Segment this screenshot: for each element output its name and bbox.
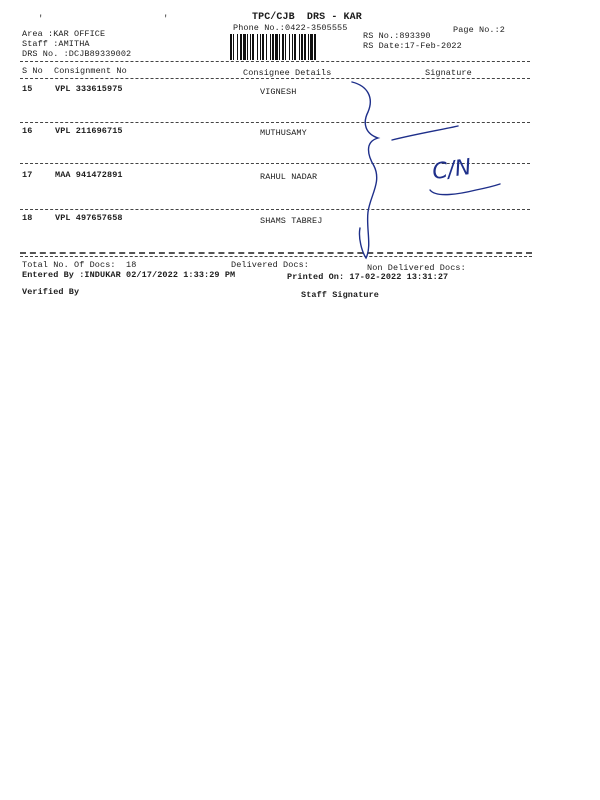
- barcode-bar: [237, 34, 238, 60]
- row-consignee: RAHUL NADAR: [260, 172, 318, 182]
- delivered-docs: Delivered Docs:: [231, 260, 310, 270]
- barcode-bar: [240, 34, 242, 60]
- page-number: Page No.:2: [453, 25, 506, 35]
- barcode-bar: [252, 34, 254, 60]
- top-tick-mark: ': [38, 14, 44, 24]
- barcode-bar: [247, 34, 248, 60]
- barcode-bar: [233, 34, 234, 60]
- row-consignment: VPL 333615975: [55, 84, 123, 94]
- printed-on: Printed On: 17-02-2022 13:31:27: [287, 272, 449, 282]
- verified-by: Verified By: [22, 287, 80, 297]
- top-tick-mark: ': [163, 14, 169, 24]
- table-end-divider-secondary: [20, 256, 532, 257]
- column-header-signature: Signature: [425, 68, 472, 78]
- rs-date: RS Date:17-Feb-2022: [363, 41, 462, 51]
- column-header-divider: [20, 78, 530, 79]
- sheet-title: TPC/CJB DRS - KAR: [252, 12, 362, 23]
- staff-signature: Staff Signature: [301, 290, 380, 300]
- barcode-bar: [262, 34, 264, 60]
- barcode-bar: [301, 34, 303, 60]
- barcode-bar: [243, 34, 246, 60]
- row-sno: 18: [22, 213, 33, 223]
- row-consignment: VPL 211696715: [55, 126, 123, 136]
- barcode-bar: [308, 34, 309, 60]
- table-end-divider: [20, 252, 532, 254]
- row-sno: 15: [22, 84, 33, 94]
- handwritten-cn-note: C/N: [430, 154, 474, 186]
- barcode-bar: [250, 34, 251, 60]
- total-docs: Total No. Of Docs: 18: [22, 260, 137, 270]
- row-consignment: VPL 497657658: [55, 213, 123, 223]
- row-consignee: VIGNESH: [260, 87, 297, 97]
- barcode-bar: [282, 34, 284, 60]
- entered-by: Entered By :INDUKAR 02/17/2022 1:33:29 PM: [22, 270, 236, 280]
- drs-barcode: [230, 34, 356, 60]
- phone-number: Phone No.:0422-3505555: [233, 23, 348, 33]
- non-delivered-docs: Non Delivered Docs:: [367, 263, 466, 273]
- row-sno: 17: [22, 170, 33, 180]
- area-label: Area :KAR OFFICE: [22, 29, 106, 39]
- handwritten-tick-stroke: [392, 126, 458, 140]
- rs-number: RS No.:893390: [363, 31, 431, 41]
- barcode-bar: [272, 34, 274, 60]
- barcode-bar: [279, 34, 280, 60]
- barcode-bar: [294, 34, 296, 60]
- barcode-bar: [275, 34, 278, 60]
- barcode-bar: [266, 34, 267, 60]
- barcode-bar: [260, 34, 261, 60]
- staff-label: Staff :AMITHA: [22, 39, 90, 49]
- row-divider: [20, 209, 530, 210]
- barcode-bar: [285, 34, 286, 60]
- header-divider: [20, 61, 530, 62]
- row-consignee: SHAMS TABREJ: [260, 216, 323, 226]
- barcode-bar: [270, 34, 271, 60]
- barcode-bar: [304, 34, 306, 60]
- barcode-bar: [314, 34, 316, 60]
- barcode-bar: [230, 34, 232, 60]
- drs-number: DRS No. :DCJB89339002: [22, 49, 132, 59]
- barcode-bar: [292, 34, 293, 60]
- row-sno: 16: [22, 126, 33, 136]
- column-header-consignee: Consignee Details: [243, 68, 332, 78]
- row-consignee: MUTHUSAMY: [260, 128, 307, 138]
- column-header-sno: S No: [22, 66, 43, 76]
- handwritten-underline-stroke: [430, 184, 500, 195]
- barcode-bar: [289, 34, 290, 60]
- column-header-consignment: Consignment No: [54, 66, 127, 76]
- barcode-bar: [299, 34, 300, 60]
- row-divider: [20, 122, 530, 123]
- row-divider: [20, 163, 530, 164]
- barcode-bar: [257, 34, 258, 60]
- handwritten-brace-stroke: [352, 82, 378, 258]
- row-consignment: MAA 941472891: [55, 170, 123, 180]
- barcode-bar: [310, 34, 313, 60]
